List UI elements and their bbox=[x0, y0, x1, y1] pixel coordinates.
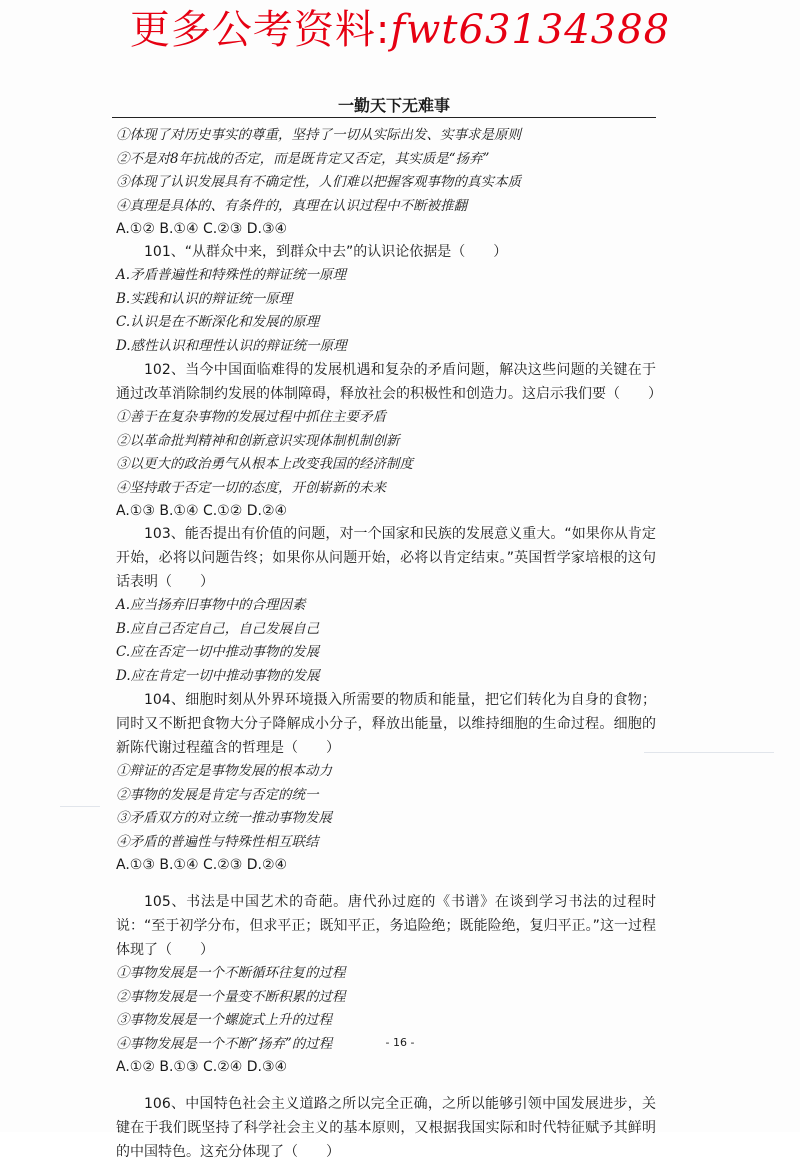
option-line: C.认识是在不断深化和发展的原理 bbox=[116, 314, 320, 330]
question-stem: 104、细胞时刻从外界环境摄入所需要的物质和能量，把它们转化为自身的食物；同时又不断把食物大分子降解成小分子，释放出能量，以维持细胞的生命过程。细胞的新陈代谢过程蕴含的哲理是（ ） bbox=[116, 692, 656, 756]
option-line: A.矛盾普遍性和特殊性的辩证统一原理 bbox=[116, 267, 347, 283]
question-content bbox=[116, 124, 662, 1164]
option-line: ②事物发展是一个量变不断积累的过程 bbox=[116, 988, 346, 1005]
scan-artifact bbox=[60, 806, 100, 807]
option-line: ③矛盾双方的对立统一推动事物发展 bbox=[116, 810, 332, 826]
question-106 bbox=[116, 1092, 656, 1164]
question-101 bbox=[116, 240, 656, 358]
prev-question-block bbox=[116, 124, 656, 240]
option-line: ③事物发展是一个螺旋式上升的过程 bbox=[116, 1012, 332, 1028]
running-header-title: 一勤天下无难事 bbox=[338, 96, 451, 115]
promo-banner bbox=[0, 2, 800, 58]
question-stem: 101、“从群众中来，到群众中去”的认识论依据是（ ） bbox=[144, 244, 508, 260]
option-line: ①体现了对历史事实的尊重，坚持了一切从实际出发、实事求是原则 bbox=[116, 127, 521, 143]
question-stem: 105、书法是中国艺术的奇葩。唐代孙过庭的《书谱》在谈到学习书法的过程时说：“至于初学分布，但求平正；既知平正，务追险绝；既能险绝，复归平正。”这一过程体现了（ ） bbox=[116, 894, 656, 958]
answer-choices: A.①② B.①④ C.②③ D.③④ bbox=[116, 221, 288, 237]
question-102 bbox=[116, 358, 662, 522]
option-line: ④矛盾的普遍性与特殊性相互联结 bbox=[116, 833, 319, 850]
option-line: ①辩证的否定是事物发展的根本动力 bbox=[116, 763, 332, 779]
option-line: B.实践和认识的辩证统一原理 bbox=[116, 290, 293, 307]
question-stem: 106、中国特色社会主义道路之所以完全正确，之所以能够引领中国发展进步，关键在于我们既坚持了科学社会主义的基本原则，又根据我国实际和时代特征赋予其鲜明的中国特色。这充分体现了（ ） bbox=[116, 1096, 656, 1160]
option-line: ②事物的发展是肯定与否定的统一 bbox=[116, 786, 319, 803]
answer-choices: A.①② B.①③ C.②④ D.③④ bbox=[116, 1059, 288, 1075]
option-line: C.应在否定一切中推动事物的发展 bbox=[116, 644, 320, 660]
option-line: D.应在肯定一切中推动事物的发展 bbox=[116, 667, 320, 684]
answer-choices: A.①③ B.①④ C.②③ D.②④ bbox=[116, 857, 288, 873]
option-line: A.应当扬弃旧事物中的合理因素 bbox=[116, 597, 306, 613]
option-line: ①事物发展是一个不断循环往复的过程 bbox=[116, 965, 346, 981]
banner-handle: fwt63134388 bbox=[390, 7, 671, 53]
option-line: ④事物发展是一个不断“扬弃”的过程 bbox=[116, 1035, 333, 1052]
question-stem: 103、能否提出有价值的问题，对一个国家和民族的发展意义重大。“如果你从肯定开始，必将以问题告终；如果你从问题开始，必将以肯定结束。”英国哲学家培根的这句话表明（ ） bbox=[116, 526, 656, 590]
option-line: ②不是对8年抗战的否定，而是既肯定又否定，其实质是“扬弃” bbox=[116, 150, 490, 167]
option-line: D.感性认识和理性认识的辩证统一原理 bbox=[116, 337, 347, 354]
question-stem: 102、当今中国面临难得的发展机遇和复杂的矛盾问题，解决这些问题的关键在于通过改革消除制约发展的体制障碍，释放社会的积极性和创造力。这启示我们要（ ） bbox=[116, 362, 662, 402]
option-line: ④真理是具体的、有条件的，真理在认识过程中不断被推翻 bbox=[116, 197, 467, 214]
banner-text: 更多公考资料: bbox=[129, 7, 391, 53]
question-103 bbox=[116, 522, 656, 688]
header-rule bbox=[112, 117, 656, 118]
option-line: ①善于在复杂事物的发展过程中抓住主要矛盾 bbox=[116, 409, 386, 425]
option-line: ③体现了认识发展具有不确定性，人们难以把握客观事物的真实本质 bbox=[116, 174, 521, 190]
option-line: ④坚持敢于否定一切的态度，开创崭新的未来 bbox=[116, 479, 386, 496]
page-number: - 16 - bbox=[385, 1036, 415, 1049]
scan-artifact bbox=[644, 752, 774, 753]
question-104 bbox=[116, 688, 656, 876]
answer-choices: A.①③ B.①④ C.①② D.②④ bbox=[116, 503, 288, 519]
option-line: B.应自己否定自己，自己发展自己 bbox=[116, 620, 320, 637]
option-line: ②以革命批判精神和创新意识实现体制机制创新 bbox=[116, 432, 400, 449]
option-line: ③以更大的政治勇气从根本上改变我国的经济制度 bbox=[116, 456, 413, 472]
